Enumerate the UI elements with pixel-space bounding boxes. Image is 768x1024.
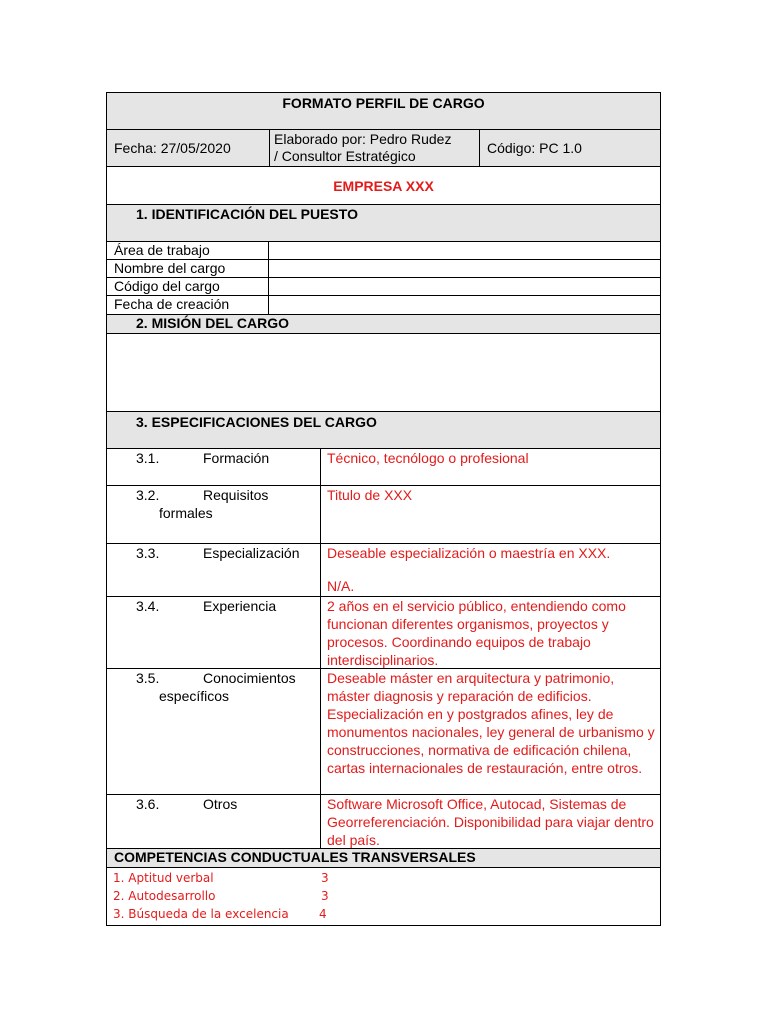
section-3-header <box>107 412 660 449</box>
competencia-level: 4 <box>319 907 327 921</box>
id-label: Área de trabajo <box>114 242 210 258</box>
mision-body[interactable] <box>107 334 660 412</box>
meta-row <box>107 130 660 167</box>
competencia-level: 3 <box>321 889 329 903</box>
spec-value-2: N/A. <box>327 578 355 594</box>
competencia-name: 3. Búsqueda de la excelencia <box>113 907 289 921</box>
competencia-item <box>107 906 660 924</box>
id-value[interactable] <box>268 242 660 259</box>
section-1-title: 1. IDENTIFICACIÓN DEL PUESTO <box>136 206 358 222</box>
spec-value: 2 años en el servicio público, entendiendo como funcionan diferentes organismos, proyectos y procesos. Coordinando equipos de trabajo interdisciplinarios. <box>327 598 626 668</box>
competencias-header <box>107 849 660 868</box>
empresa-name: EMPRESA XXX <box>333 178 434 194</box>
id-label: Código del cargo <box>114 278 220 294</box>
spec-num: 3.6. <box>136 796 160 812</box>
form-title: FORMATO PERFIL DE CARGO <box>282 95 485 111</box>
codigo-text: Código: PC 1.0 <box>487 140 582 156</box>
competencia-name: 2. Autodesarrollo <box>113 889 216 903</box>
spec-row <box>107 669 660 795</box>
section-2-header <box>107 315 660 334</box>
spec-value: Técnico, tecnólogo o profesional <box>327 450 529 466</box>
empresa-row <box>107 167 660 205</box>
spec-label: Formación <box>203 450 270 466</box>
spec-num: 3.4. <box>136 598 160 614</box>
id-label: Nombre del cargo <box>114 260 226 276</box>
competencia-item <box>107 870 660 888</box>
spec-label-cont: formales <box>159 505 213 521</box>
spec-label: Requisitos <box>203 487 269 503</box>
spec-label: Conocimientos <box>203 670 296 686</box>
spec-label-cont: específicos <box>159 688 230 704</box>
spec-row <box>107 486 660 544</box>
id-value[interactable] <box>268 296 660 314</box>
competencia-name: 1. Aptitud verbal <box>113 871 214 885</box>
competencia-level: 3 <box>321 871 329 885</box>
competencias-list <box>107 868 660 925</box>
spec-row <box>107 449 660 486</box>
fecha-cell <box>107 130 269 166</box>
competencia-item <box>107 888 660 906</box>
id-row <box>107 296 660 315</box>
id-row <box>107 278 660 296</box>
elaborado-line-2: / Consultor Estratégico <box>274 148 416 164</box>
id-value[interactable] <box>268 260 660 277</box>
section-3-title: 3. ESPECIFICACIONES DEL CARGO <box>136 414 377 430</box>
form-title-row <box>107 93 660 130</box>
spec-num: 3.3. <box>136 545 160 561</box>
spec-value: Titulo de XXX <box>327 487 413 503</box>
profile-form <box>106 92 661 926</box>
elaborado-cell <box>269 130 479 166</box>
fecha-text: Fecha: 27/05/2020 <box>114 140 231 156</box>
id-value[interactable] <box>268 278 660 295</box>
codigo-cell <box>479 130 660 166</box>
spec-value: Software Microsoft Office, Autocad, Sistemas de Georreferenciación. Disponibilidad para viajar dentro del país. <box>327 796 654 848</box>
spec-row <box>107 795 660 849</box>
spec-num: 3.5. <box>136 670 160 686</box>
spec-label: Especialización <box>203 545 300 561</box>
spec-num: 3.2. <box>136 487 160 503</box>
id-row <box>107 260 660 278</box>
spec-row <box>107 544 660 597</box>
id-label: Fecha de creación <box>114 296 230 312</box>
id-row <box>107 242 660 260</box>
competencias-title: COMPETENCIAS CONDUCTUALES TRANSVERSALES <box>114 849 476 865</box>
spec-value: Deseable especialización o maestría en XXX. <box>327 545 611 561</box>
spec-label: Otros <box>203 796 238 812</box>
spec-label: Experiencia <box>203 598 277 614</box>
spec-num: 3.1. <box>136 450 160 466</box>
section-1-header <box>107 205 660 242</box>
elaborado-line-1: Elaborado por: Pedro Rudez <box>274 131 452 147</box>
spec-row <box>107 597 660 669</box>
section-2-title: 2. MISIÓN DEL CARGO <box>136 315 289 331</box>
spec-value: Deseable máster en arquitectura y patrimonio, máster diagnosis y reparación de edificios. Especialización en y postgrados afines, ley de monumentos nacionales, ley general de urbanismo y construcciones, normativa de edificación chilena, cartas internacionales de restauración, entre otros. <box>327 670 655 776</box>
